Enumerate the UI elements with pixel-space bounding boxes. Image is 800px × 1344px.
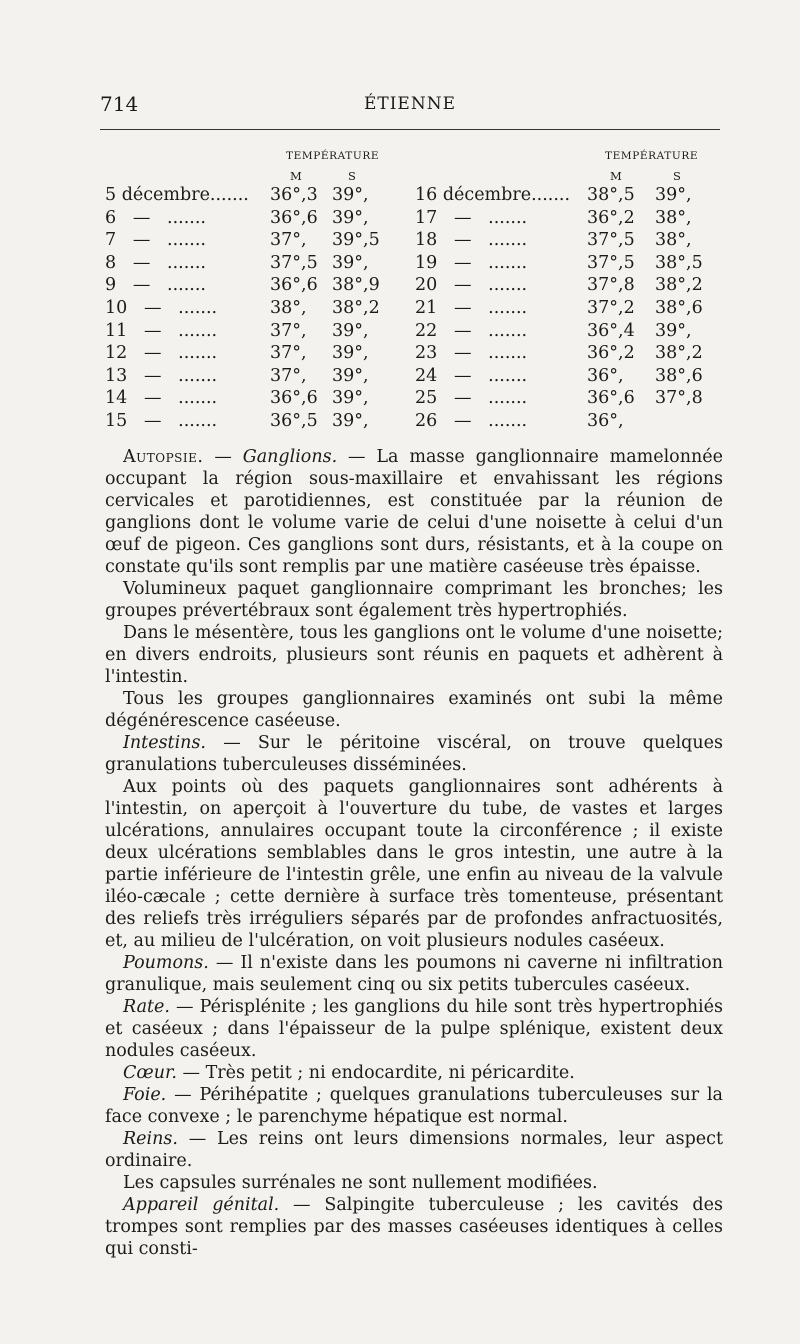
evening-temp: 38°,2: [655, 275, 703, 296]
table-row: [100, 298, 720, 320]
right-m-label: M: [610, 169, 622, 183]
evening-temp: 38°,: [655, 207, 692, 228]
date-cell: 13 — .......: [105, 365, 218, 386]
morning-temp: 37°,: [270, 230, 307, 251]
paragraph: Foie. — Périhépatite ; quelques granulations tuberculeuses sur la face convexe ; le parenchyme hépatique est normal.: [105, 1085, 723, 1127]
date-cell: 16 décembre.......: [415, 185, 571, 205]
paragraph: Tous les groupes ganglionnaires examinés ont subi la même dégénérescence caséeuse.: [105, 689, 723, 731]
paragraph: Rate. — Périsplénite ; les ganglions du hile sont très hypertrophiés et caséeux ; dans l'épaisseur de la pulpe splénique, existent deux nodules caséeux.: [105, 997, 723, 1061]
evening-temp: 39°,5: [332, 230, 380, 251]
page-number: 714: [100, 92, 139, 116]
table-row: [100, 411, 720, 433]
date-cell: 8 — .......: [105, 252, 206, 273]
date-cell: 11 — .......: [105, 320, 218, 341]
date-cell: 21 — .......: [415, 298, 528, 318]
paragraph: Poumons. — Il n'existe dans les poumons ni caverne ni infiltration granulique, mais seulement cinq ou six petits tubercules caséeux.: [105, 953, 723, 995]
date-cell: 14 — .......: [105, 388, 218, 409]
morning-temp: 37°,5: [270, 252, 318, 273]
date-cell: 5 décembre.......: [105, 185, 249, 205]
date-cell: 12 — .......: [105, 343, 218, 364]
morning-temp: 37°,5: [587, 230, 635, 251]
table-row: [100, 253, 720, 275]
morning-temp: 36°,6: [270, 275, 318, 296]
morning-temp: 36°,2: [587, 343, 635, 364]
morning-temp: 36°,6: [587, 388, 635, 409]
date-cell: 19 — .......: [415, 252, 528, 273]
table-row: [100, 230, 720, 252]
morning-temp: 38°,: [270, 298, 307, 318]
evening-temp: 39°,: [332, 252, 369, 273]
morning-temp: 37°,2: [587, 298, 635, 318]
morning-temp: 37°,: [270, 343, 307, 364]
date-cell: 7 — .......: [105, 230, 206, 251]
evening-temp: 38°,: [655, 230, 692, 251]
evening-temp: 38°,2: [655, 343, 703, 364]
morning-temp: 37°,5: [587, 252, 635, 273]
date-cell: 22 — .......: [415, 320, 528, 341]
right-s-label: S: [673, 169, 681, 183]
date-cell: 15 — .......: [105, 411, 218, 431]
evening-temp: 39°,: [332, 388, 369, 409]
morning-temp: 36°,6: [270, 207, 318, 228]
date-cell: 6 — .......: [105, 207, 206, 228]
morning-temp: 36°,: [587, 411, 624, 431]
date-cell: 26 — .......: [415, 411, 528, 431]
left-m-label: M: [290, 169, 302, 183]
evening-temp: 39°,: [332, 320, 369, 341]
morning-temp: 36°,: [587, 365, 624, 386]
paragraph: Dans le mésentère, tous les ganglions ont le volume d'une noisette; en divers endroits, plusieurs sont réunis en paquets et adhèrent à l'intestin.: [105, 623, 723, 687]
date-cell: 25 — .......: [415, 388, 528, 409]
right-temperature-header: TEMPÉRATURE: [605, 150, 699, 162]
evening-temp: 38°,6: [655, 365, 703, 386]
paragraph: Cœur. — Très petit ; ni endocardite, ni péricardite.: [123, 1063, 575, 1083]
paragraph: Les capsules surrénales ne sont nullement modifiées.: [123, 1173, 598, 1193]
paragraph: Reins. — Les reins ont leurs dimensions normales, leur aspect ordinaire.: [105, 1129, 723, 1171]
evening-temp: 38°,9: [332, 275, 380, 296]
autopsy-text: [105, 446, 723, 1260]
evening-temp: 39°,: [655, 320, 692, 341]
evening-temp: 39°,: [332, 207, 369, 228]
evening-temp: 37°,8: [655, 388, 703, 409]
running-title: ÉTIENNE: [363, 94, 457, 114]
evening-temp: 38°,5: [655, 252, 703, 273]
morning-temp: 38°,5: [587, 185, 635, 205]
evening-temp: 39°,: [332, 343, 369, 364]
left-s-label: S: [348, 169, 356, 183]
date-cell: 24 — .......: [415, 365, 528, 386]
table-row: [100, 321, 720, 343]
date-cell: 20 — .......: [415, 275, 528, 296]
table-row: [100, 343, 720, 365]
evening-temp: 38°,2: [332, 298, 380, 318]
date-cell: 17 — .......: [415, 207, 528, 228]
left-temperature-header: TEMPÉRATURE: [286, 150, 380, 162]
date-cell: 23 — .......: [415, 343, 528, 364]
date-cell: 9 — .......: [105, 275, 206, 296]
morning-temp: 36°,5: [270, 411, 318, 431]
morning-temp: 37°,: [270, 320, 307, 341]
header-rule: [100, 129, 720, 130]
paragraph: Aux points où des paquets ganglionnaires sont adhérents à l'intestin, on aperçoit à l'ouverture du tube, de vastes et larges ulcérations, annulaires occupant toute la circonférence ; il existe deux ulcérations semblables dans le gros intestin, une autre à la partie inférieure de l'intestin grêle, une enfin au niveau de la valvule iléo-cæcale ; cette dernière à surface très tomenteuse, présentant des reliefs très irréguliers séparés par de profondes anfractuosités, et, au milieu de l'ulcération, on voit plusieurs nodules caséeux.: [105, 777, 723, 951]
morning-temp: 36°,2: [587, 207, 635, 228]
date-cell: 10 — .......: [105, 298, 218, 318]
paragraph: Volumineux paquet ganglionnaire comprimant les bronches; les groupes prévertébraux sont également très hypertrophiés.: [105, 579, 723, 621]
paragraph: Appareil génital. — Salpingite tuberculeuse ; les cavités des trompes sont remplies par des masses caséeuses identiques à celles qui consti-: [105, 1195, 723, 1259]
table-row: [100, 208, 720, 230]
evening-temp: 38°,6: [655, 298, 703, 318]
morning-temp: 36°,6: [270, 388, 318, 409]
date-cell: 18 — .......: [415, 230, 528, 251]
evening-temp: 39°,: [332, 185, 369, 205]
table-row: [100, 388, 720, 410]
morning-temp: 37°,: [270, 365, 307, 386]
morning-temp: 36°,4: [587, 320, 635, 341]
paragraph: Intestins. — Sur le péritoine viscéral, on trouve quelques granulations tuberculeuses disséminées.: [105, 733, 723, 775]
evening-temp: 39°,: [332, 365, 369, 386]
table-row: [100, 366, 720, 388]
evening-temp: 39°,: [655, 185, 692, 205]
table-row: [100, 275, 720, 297]
page-header: [100, 92, 720, 122]
table-row: [100, 185, 720, 207]
morning-temp: 36°,3: [270, 185, 318, 205]
evening-temp: 39°,: [332, 411, 369, 431]
morning-temp: 37°,8: [587, 275, 635, 296]
paragraph: Autopsie. — Ganglions. — La masse ganglionnaire mamelonnée occupant la région sous-maxillaire et envahissant les régions cervicales et parotidiennes, est constituée par la réunion de ganglions dont le volume varie de celui d'une noisette à celui d'un œuf de pigeon. Ces ganglions sont durs, résistants, et à la coupe on constate qu'ils sont remplis par une matière caséeuse très épaisse.: [105, 447, 723, 577]
